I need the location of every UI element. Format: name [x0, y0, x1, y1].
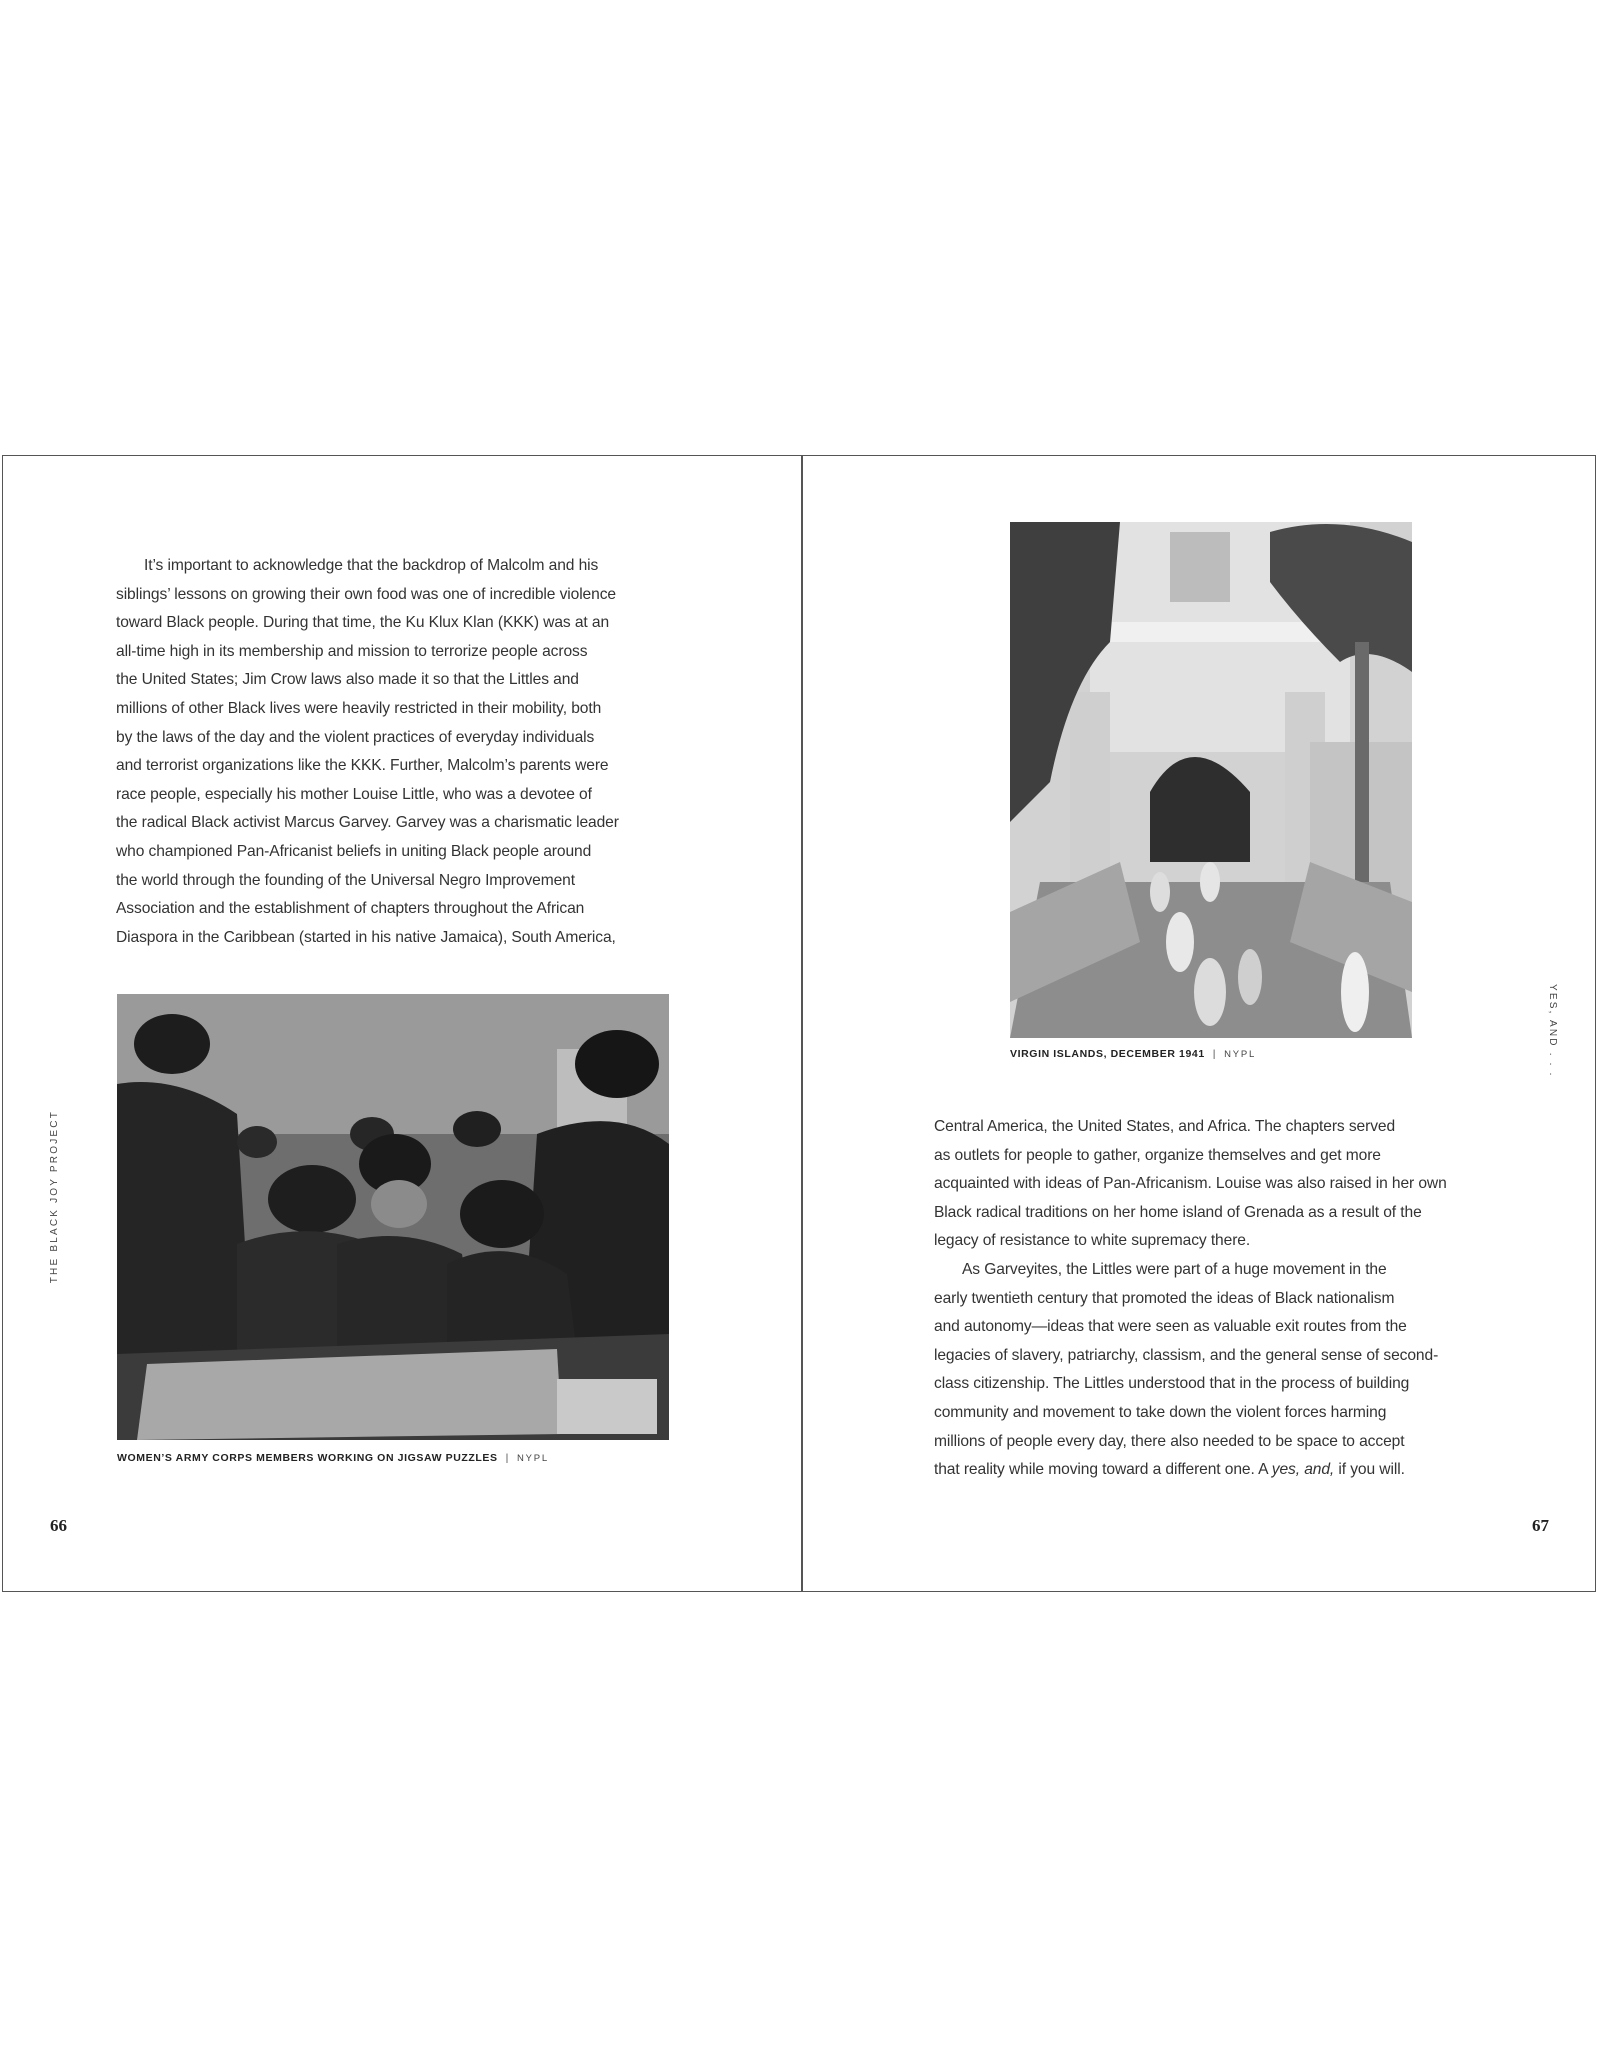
text-line: As Garveyites, the Littles were part of a huge movement in the	[962, 1260, 1387, 1278]
photo-caption-right	[1010, 1048, 1256, 1060]
page-number-left: 66	[50, 1516, 67, 1535]
photo-caption-left	[117, 1452, 549, 1464]
photo-illustration	[1010, 522, 1412, 1038]
caption-separator: |	[1212, 1048, 1217, 1060]
text-line: as outlets for people to gather, organize themselves and get more	[934, 1146, 1381, 1164]
text-line: and autonomy—ideas that were seen as valuable exit routes from the	[934, 1318, 1407, 1336]
running-head-left: THE BLACK JOY PROJECT	[49, 1110, 60, 1284]
text-line: acquainted with ideas of Pan-Africanism. Louise was also raised in her own	[934, 1175, 1447, 1193]
text-line: Black radical traditions on her home island of Grenada as a result of the	[934, 1203, 1422, 1221]
photo-virgin-islands	[1010, 522, 1412, 1038]
caption-credit: NYPL	[516, 1453, 549, 1464]
caption-separator: |	[505, 1452, 509, 1464]
text-line: class citizenship. The Littles understood that in the process of building	[934, 1375, 1410, 1393]
text-line: siblings’ lessons on growing their own food was one of incredible violence	[116, 585, 616, 603]
text-line: legacies of slavery, patriarchy, classism, and the general sense of second-	[934, 1346, 1439, 1364]
text-line: early twentieth century that promoted the ideas of Black nationalism	[934, 1289, 1395, 1307]
text-line: the United States; Jim Crow laws also made it so that the Littles and	[116, 671, 579, 689]
text-line: It’s important to acknowledge that the backdrop of Malcolm and his	[144, 557, 599, 574]
page-number-right: 67	[1532, 1516, 1549, 1535]
text-line: Central America, the United States, and Africa. The chapters served	[934, 1118, 1396, 1135]
book-spread	[2, 455, 1596, 1592]
text-line: by the laws of the day and the violent practices of everyday individuals	[116, 728, 595, 746]
final-line-end: if you will.	[1334, 1461, 1405, 1479]
text-line: the world through the founding of the Universal Negro Improvement	[116, 871, 575, 889]
text-line: all-time high in its membership and mission to terrorize people across	[116, 642, 588, 660]
text-line: race people, especially his mother Louise Little, who was a devotee of	[116, 785, 592, 803]
text-line: millions of people every day, there also needed to be space to accept	[934, 1432, 1405, 1450]
left-paragraph	[116, 552, 676, 952]
final-line-emphasis: yes, and,	[1271, 1461, 1335, 1479]
final-line-start: that reality while moving toward a different one. A	[934, 1461, 1272, 1479]
right-page	[803, 456, 1595, 1591]
caption-credit: NYPL	[1224, 1049, 1257, 1060]
left-page	[3, 456, 801, 1591]
caption-title: WOMEN’S ARMY CORPS MEMBERS WORKING ON JIGSAW PUZZLES	[117, 1452, 498, 1464]
photo-jigsaw-puzzles	[117, 994, 669, 1440]
text-line: legacy of resistance to white supremacy there.	[934, 1232, 1251, 1250]
text-line: and terrorist organizations like the KKK. Further, Malcolm’s parents were	[116, 757, 609, 775]
text-line: the radical Black activist Marcus Garvey. Garvey was a charismatic leader	[116, 814, 619, 832]
running-head-right: YES, AND . . .	[1547, 984, 1558, 1078]
caption-title: VIRGIN ISLANDS, DECEMBER 1941	[1010, 1048, 1205, 1060]
text-line: who championed Pan-Africanist beliefs in uniting Black people around	[116, 842, 592, 860]
text-line: Diaspora in the Caribbean (started in his native Jamaica), South America,	[116, 928, 616, 946]
text-line-final	[934, 1456, 1514, 1485]
right-paragraphs	[934, 1113, 1514, 1485]
text-line: Association and the establishment of chapters throughout the African	[116, 900, 585, 918]
photo-illustration	[117, 994, 669, 1440]
text-line: toward Black people. During that time, the Ku Klux Klan (KKK) was at an	[116, 614, 610, 632]
text-line: community and movement to take down the violent forces harming	[934, 1403, 1387, 1421]
text-line: millions of other Black lives were heavily restricted in their mobility, both	[116, 699, 602, 717]
